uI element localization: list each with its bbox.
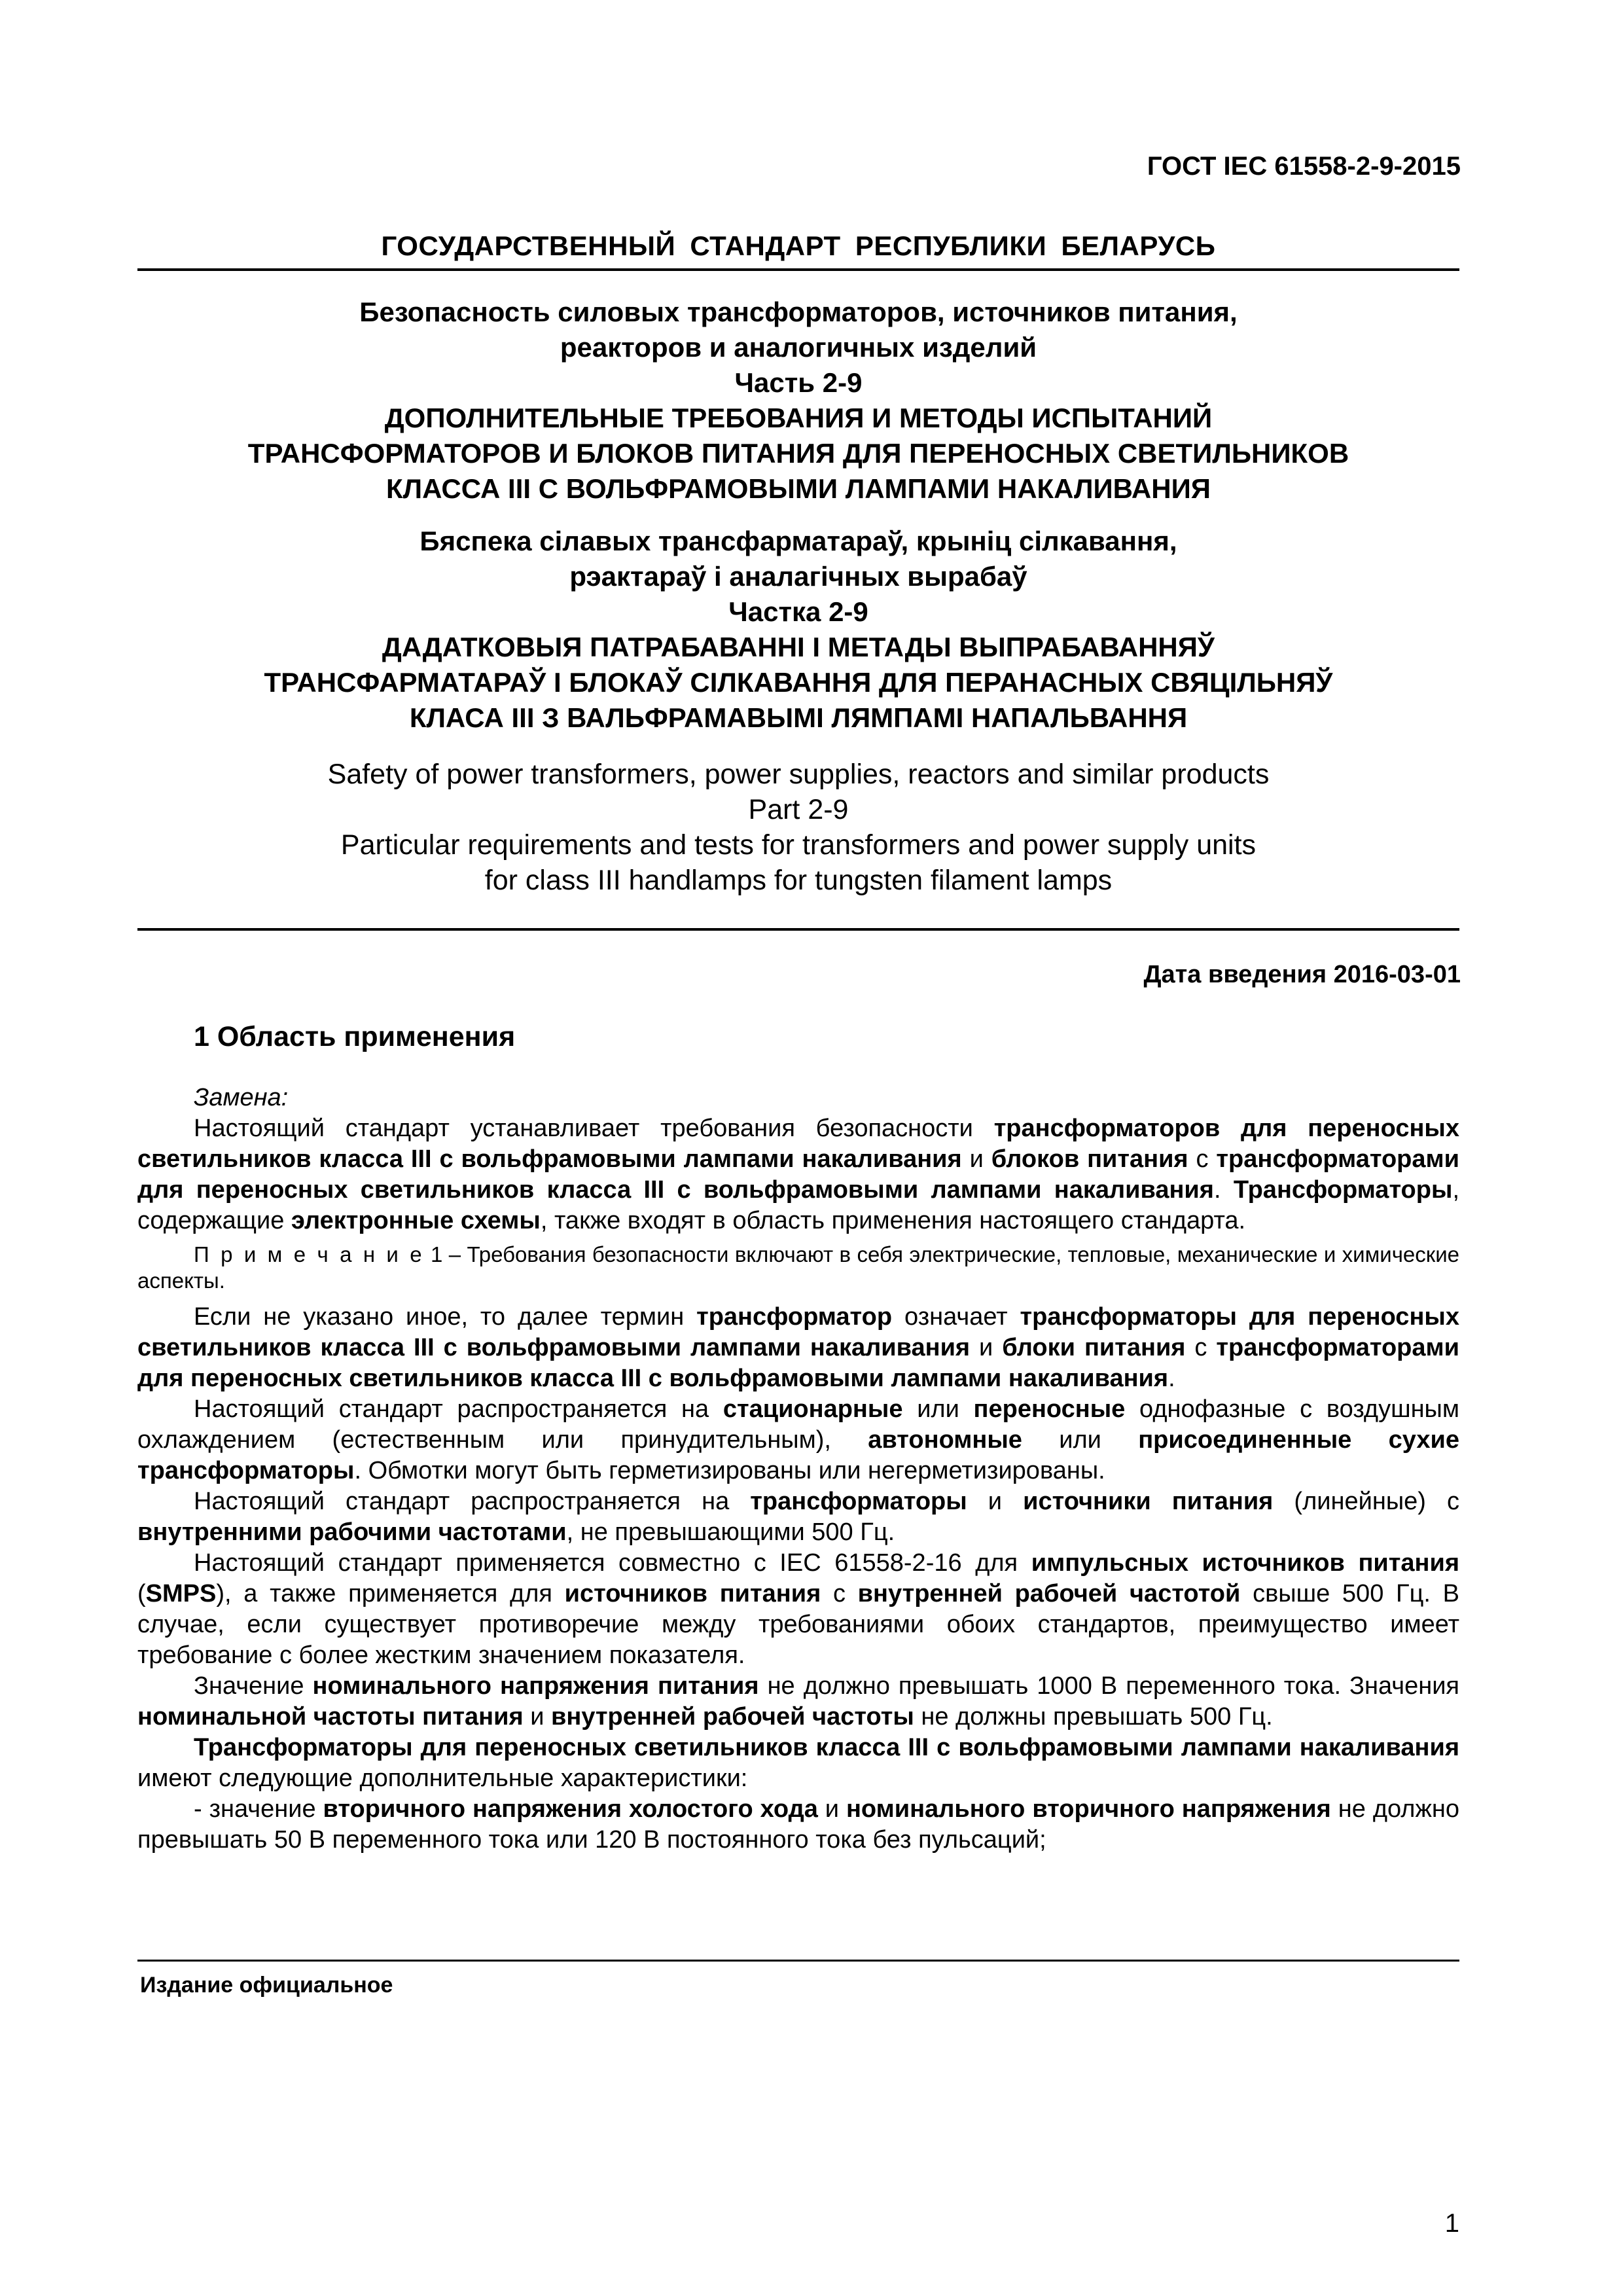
bold-term: импульсных источников питания (1031, 1549, 1459, 1577)
bold-term: внутренними рабочими частотами (137, 1518, 567, 1546)
title-ru-line2: реакторов и аналогичных изделий (560, 332, 1037, 363)
text-run: и (967, 1488, 1024, 1515)
text-run: свыше 500 Гц. В случае, если существует противоречие между требованиями обоих стандартов, преимущество имеет требование с более жестким значением показателя. (137, 1580, 1459, 1669)
page-number: 1 (1444, 2209, 1459, 2238)
title-ru-caps2: ТРАНСФОРМАТОРОВ И БЛОКОВ ПИТАНИЯ ДЛЯ ПЕРЕНОСНЫХ СВЕТИЛЬНИКОВ (247, 438, 1349, 469)
title-en-line3: for class III handlamps for tungsten filament lamps (484, 865, 1113, 896)
bold-term: автономные (868, 1426, 1022, 1454)
bold-term: SMPS (145, 1580, 217, 1607)
paragraph-1 (137, 1113, 1459, 1236)
paragraph-2 (137, 1302, 1459, 1394)
paragraph-7 (137, 1732, 1459, 1794)
text-run: Настоящий стандарт применяется совместно с IEC 61558-2-16 для (194, 1549, 1031, 1577)
bold-term: номинального напряжения питания (312, 1672, 759, 1700)
bold-term: переносные (973, 1395, 1126, 1423)
bold-term: источники питания (1023, 1488, 1274, 1515)
bold-term: присоединенные сухие трансформаторы (137, 1426, 1459, 1484)
title-by-caps2: ТРАНСФАРМАТАРАЎ І БЛОКАЎ СІЛКАВАННЯ ДЛЯ ПЕРАНАСНЫХ СВЯЦІЛЬНЯЎ (264, 667, 1333, 698)
text-run: означает (892, 1303, 1020, 1331)
bold-term: внутренней рабочей частоты (551, 1703, 914, 1731)
text-run: ), а также применяется для (216, 1580, 565, 1607)
title-by-part: Частка 2-9 (728, 596, 868, 627)
title-rule (137, 928, 1459, 931)
text-run: (линейные) с (1273, 1488, 1459, 1515)
text-run: или (902, 1395, 974, 1423)
bold-term: трансформаторами для переносных светильников класса III с вольфрамовыми лампами накаливания (137, 1145, 1460, 1204)
title-ru (137, 295, 1459, 507)
bold-term: трансформаторы для переносных светильников класса III с вольфрамовыми лампами накаливания (137, 1303, 1459, 1361)
text-run: и (970, 1334, 1003, 1361)
text-run: с (1185, 1334, 1217, 1361)
text-run: и (817, 1795, 846, 1823)
bold-term: источников питания (564, 1580, 821, 1607)
text-run: Настоящий стандарт распространяется на (194, 1395, 723, 1423)
text-run: 1 – Требования безопасности включают в себя электрические, тепловые, механические и химические аспекты. (137, 1242, 1460, 1293)
text-run: , также входят в область применения настоящего стандарта. (540, 1207, 1246, 1234)
text-run: или (1022, 1426, 1139, 1454)
bold-term: внутренней рабочей частотой (857, 1580, 1241, 1607)
text-run: . Обмотки могут быть герметизированы или негерметизированы. (354, 1457, 1105, 1484)
paragraph-3 (137, 1394, 1459, 1486)
bold-term: вторичного напряжения холостого хода (323, 1795, 818, 1823)
text-run: и (961, 1145, 991, 1173)
text-run: имеют следующие дополнительные характеристики: (137, 1765, 748, 1792)
bold-term: Трансформаторы (1233, 1176, 1453, 1204)
text-run: . (1213, 1176, 1234, 1204)
title-en (137, 757, 1459, 898)
paragraph-5 (137, 1548, 1459, 1671)
text-run: Настоящий стандарт распространяется на (194, 1488, 751, 1515)
title-ru-part: Часть 2-9 (734, 367, 863, 398)
paragraph-8 (137, 1794, 1459, 1856)
title-by-caps3: КЛАСА III З ВАЛЬФРАМАВЫМІ ЛЯМПАМІ НАПАЛЬВАННЯ (409, 702, 1188, 733)
replacement-label: Замена: (194, 1084, 289, 1111)
text-run: ( (137, 1580, 146, 1607)
bold-term: номинального вторичного напряжения (846, 1795, 1331, 1823)
section-title: 1 Область применения (194, 1021, 516, 1052)
bold-term: трансформаторы (750, 1488, 967, 1515)
footer-rule (137, 1960, 1459, 1962)
text-run: П р и м е ч а н и е (194, 1242, 425, 1266)
bold-term: номинальной частоты питания (137, 1703, 524, 1731)
text-run: , содержащие (137, 1176, 1459, 1234)
bold-term: трансформаторов для переносных светильников класса III с вольфрамовыми лампами накаливания (137, 1115, 1459, 1173)
title-ru-line1: Безопасность силовых трансформаторов, источников питания, (359, 296, 1238, 327)
text-run: Значение (194, 1672, 313, 1700)
text-run: и (523, 1703, 552, 1731)
text-run: с (821, 1580, 858, 1607)
bold-term: Трансформаторы для переносных светильников класса III с вольфрамовыми лампами накаливания (194, 1734, 1459, 1761)
text-run: не должны превышать 500 Гц. (914, 1703, 1273, 1731)
text-run: с (1188, 1145, 1217, 1173)
edition-label: Издание официальное (140, 1973, 393, 1998)
paragraph-4 (137, 1486, 1459, 1548)
bold-term: блоков питания (991, 1145, 1188, 1173)
text-run: Если не указано иное, то далее термин (194, 1303, 697, 1331)
title-en-line2: Particular requirements and tests for transformers and power supply units (340, 829, 1257, 861)
text-run: - значение (194, 1795, 323, 1823)
text-run: . (1168, 1365, 1175, 1392)
intro-date: Дата введения 2016-03-01 (1143, 961, 1461, 988)
title-en-part: Part 2-9 (748, 794, 849, 825)
bold-term: трансформатор (696, 1303, 893, 1331)
text-run: не должно превышать 1000 В переменного тока. Значения (758, 1672, 1459, 1700)
title-ru-caps3: КЛАССА III С ВОЛЬФРАМОВЫМИ ЛАМПАМИ НАКАЛИВАНИЯ (386, 473, 1211, 504)
text-run: , не превышающими 500 Гц. (566, 1518, 895, 1546)
title-by-line1: Бяспека сілавых трансфарматараў, крыніц сілкавання, (419, 526, 1177, 556)
bold-term: трансформаторами для переносных светильников класса III с вольфрамовыми лампами накаливания (137, 1334, 1459, 1392)
bold-term: блоки питания (1002, 1334, 1186, 1361)
text-run: Настоящий стандарт устанавливает требования безопасности (194, 1115, 994, 1142)
title-by-caps1: ДАДАТКОВЫЯ ПАТРАБАВАННІ І МЕТАДЫ ВЫПРАБАВАННЯЎ (382, 632, 1215, 662)
gost-code: ГОСТ IEC 61558-2-9-2015 (1147, 152, 1461, 181)
title-by-line2: рэактараў і аналагічных вырабаў (569, 561, 1027, 592)
title-by (137, 524, 1459, 736)
state-standard-heading: ГОСУДАРСТВЕННЫЙ СТАНДАРТ РЕСПУБЛИКИ БЕЛАРУСЬ (381, 230, 1216, 261)
bold-term: электронные схемы (291, 1207, 541, 1234)
bold-term: стационарные (722, 1395, 903, 1423)
note-1 (137, 1242, 1459, 1294)
paragraph-6 (137, 1671, 1459, 1732)
body-text (137, 1083, 1459, 1856)
text-run: не должно превышать 50 В переменного тока или 120 В постоянного тока без пульсаций; (137, 1795, 1459, 1854)
header-rule (137, 268, 1459, 271)
title-en-line1: Safety of power transformers, power supplies, reactors and similar products (327, 759, 1270, 790)
title-ru-caps1: ДОПОЛНИТЕЛЬНЫЕ ТРЕБОВАНИЯ И МЕТОДЫ ИСПЫТАНИЙ (384, 403, 1213, 433)
text-run: однофазные с воздушным охлаждением (естественным или принудительным), (137, 1395, 1459, 1454)
